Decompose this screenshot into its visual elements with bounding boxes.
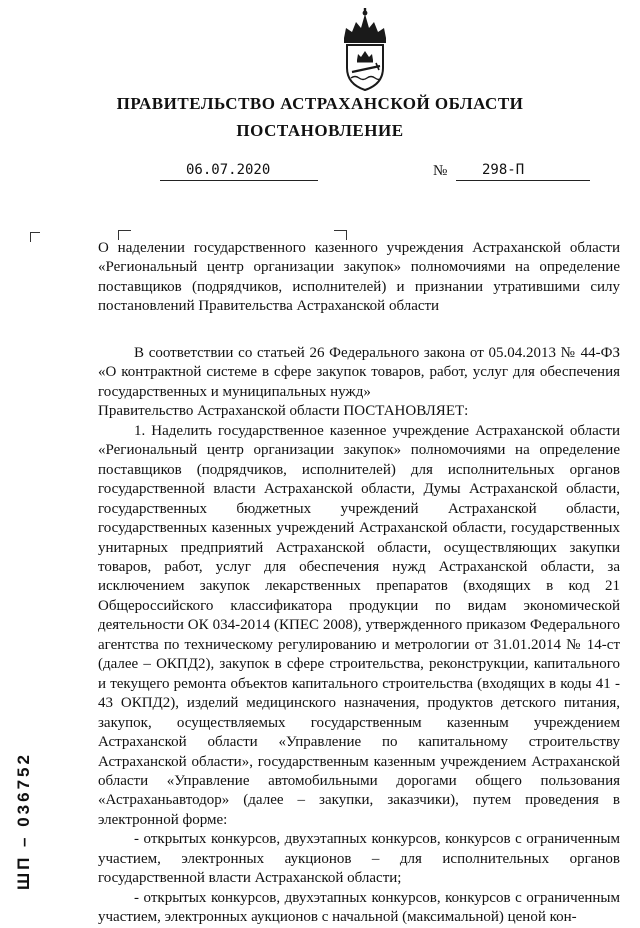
margin-corner-mark xyxy=(30,232,40,242)
document-date: 06.07.2020 xyxy=(186,162,271,178)
item-1-paragraph: 1. Наделить государственное казенное учреждение Астраханской области «Региональный центр организации закупок» полномочиями на определение поставщиков (подрядчиков, исполнителей) для исполнительных органов государственной власти Астраханской области, Думы Астраханской области, государственных бюджетных учреждений Астраханской области, государственных казенных учреждений Астраханской области, государственных унитарных предприятий Астраханской области, осуществляющих закупки товаров, работ, услуг для обеспечения нужд Астраханской области, за исключением закупок лекарственных препаратов (входящих в код 21 Общероссийского классификатора продукции по видам экономической деятельности ОК 034-2014 (КПЕС 2008), утвержденного приказом Федерального агентства по техническому регулированию и метрологии от 31.01.2014 № 14-ст (далее – ОКПД2), закупок в сфере строительства, реконструкции, капитального и текущего ремонта объектов капитального строительства (входящих в коды 41 - 43 ОКПД2), изделий медицинского назначения, продуктов детского питания, закупок, осуществляемых государственным казенным учреждением Астраханской области «Управление по капитальному строительству Астраханской области», государственным казенным учреждением Астраханской области «Управление автомобильными дорогами общего пользования «Астраханьавтодор» (далее – закупки, заказчики), путем проведения в электронной форме: xyxy=(98,422,620,828)
date-underline xyxy=(160,180,318,181)
bullet-2-paragraph: - открытых конкурсов, двухэтапных конкурсов, конкурсов с ограниченным участием, электронных аукционов с начальной (максимальной) ценой кон- xyxy=(98,889,620,926)
document-type-title: ПОСТАНОВЛЕНИЕ xyxy=(236,121,404,140)
number-underline xyxy=(456,180,590,181)
document-number: 298-П xyxy=(482,162,525,178)
side-serial-number: ШП – 036752 xyxy=(14,752,33,890)
decree-line: Правительство Астраханской области ПОСТАНОВЛЯЕТ: xyxy=(98,403,469,420)
coat-of-arms-icon xyxy=(338,8,392,92)
preamble-paragraph: В соответствии со статьей 26 Федерального закона от 05.04.2013 № 44-ФЗ «О контрактной системе в сфере закупок товаров, работ, услуг для обеспечения государственных и муниципальных нужд» xyxy=(98,345,620,400)
document-body xyxy=(98,344,620,928)
subject-text: О наделении государственного казенного учреждения Астраханской области «Региональный центр организации закупок» полномочиями на определение поставщиков (подрядчиков, исполнителей) и признании утратившими силу постановлений Правительства Астраханской области xyxy=(98,240,620,315)
number-label: № xyxy=(433,163,448,179)
bullet-1-paragraph: - открытых конкурсов, двухэтапных конкурсов, конкурсов с ограниченным участием, электронных аукционов – для исполнительных органов государственной власти Астраханской области; xyxy=(98,831,620,887)
government-title: ПРАВИТЕЛЬСТВО АСТРАХАНСКОЙ ОБЛАСТИ xyxy=(116,94,524,113)
document-subject xyxy=(98,239,620,317)
